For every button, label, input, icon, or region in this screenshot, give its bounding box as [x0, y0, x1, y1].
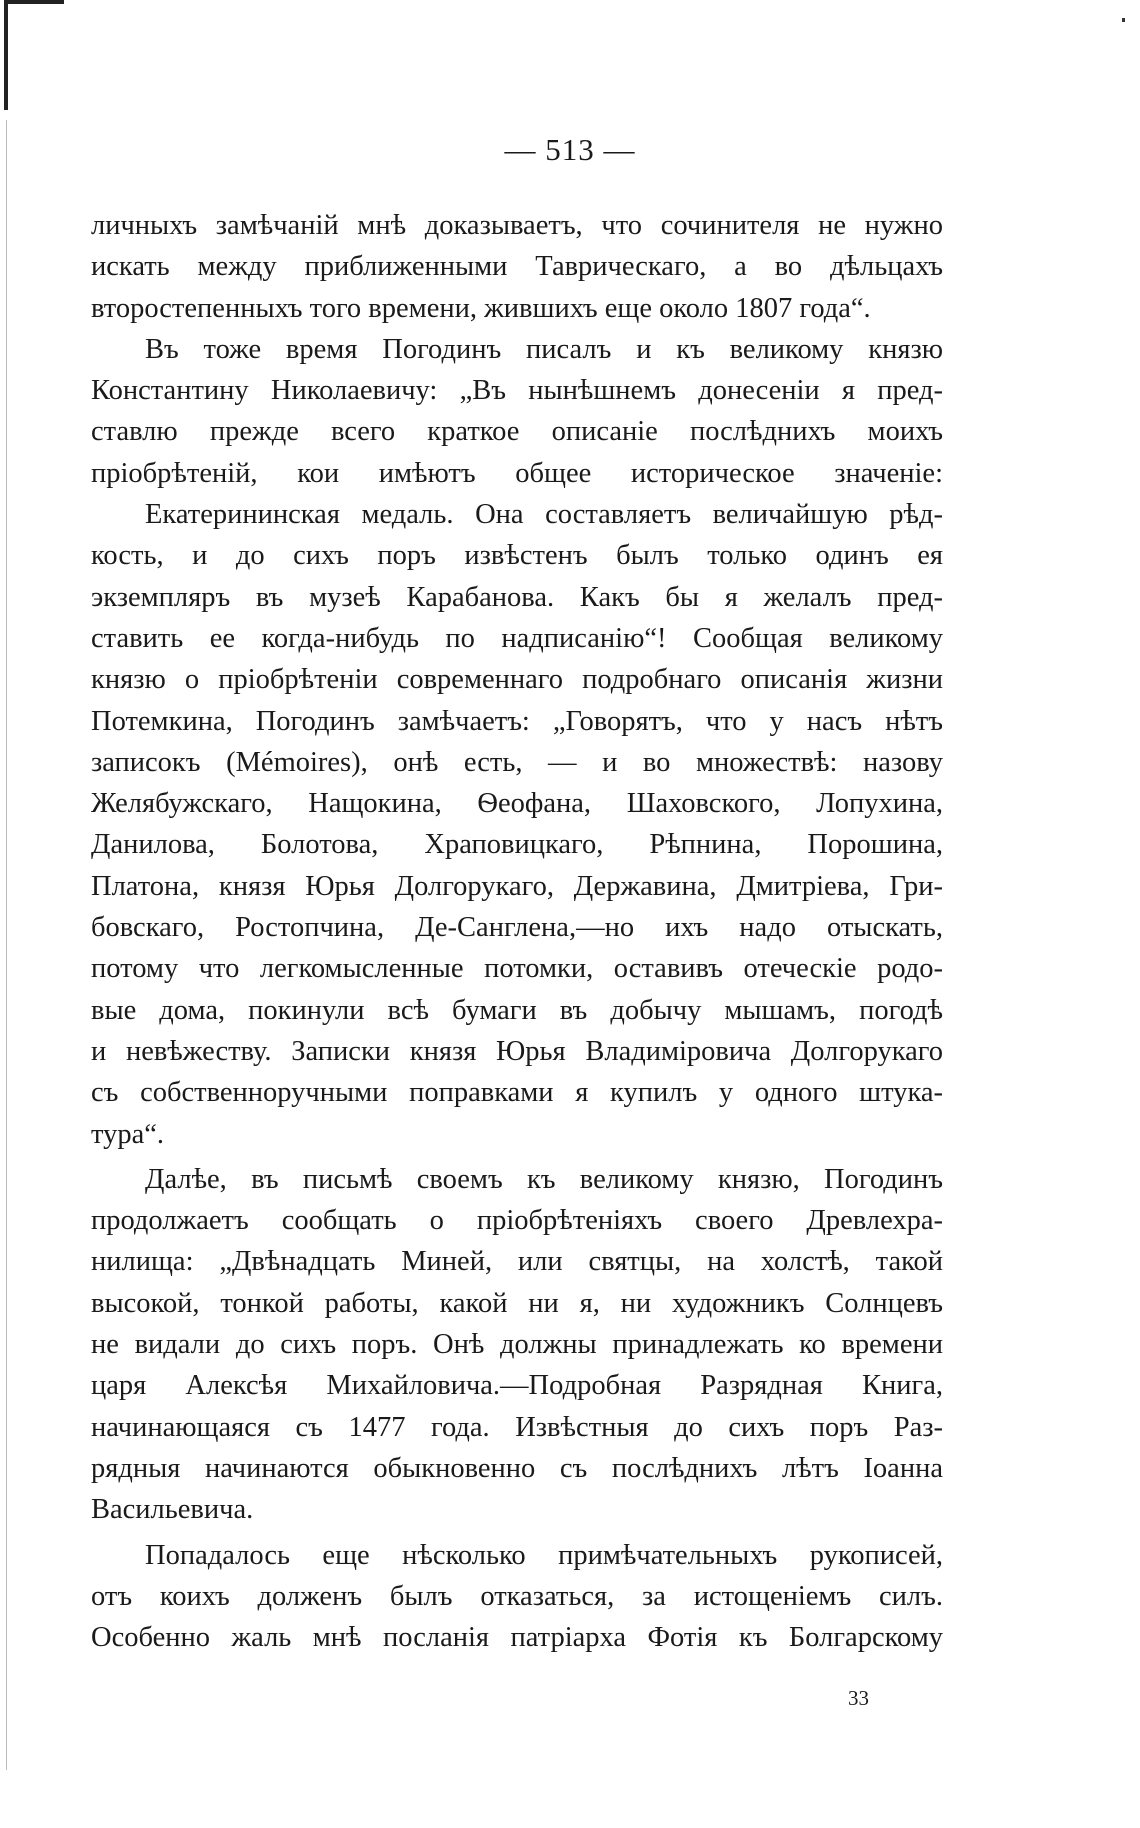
printer-signature-mark: 33: [848, 1686, 869, 1710]
text-line: Попадалось еще нѣсколько примѣчательныхъ рукописей,: [145, 1539, 943, 1571]
text-line: не видали до сихъ поръ. Онѣ должны принадлежать ко времени: [91, 1329, 943, 1361]
text-line: кость, и до сихъ поръ извѣстенъ былъ только одинъ ея: [91, 540, 943, 572]
text-line: Потемкина, Погодинъ замѣчаетъ: „Говорятъ, что у насъ нѣтъ: [91, 705, 943, 737]
text-line: и невѣжеству. Записки князя Юрья Владиміровича Долгорукаго: [91, 1035, 943, 1067]
text-line: Константину Николаевичу: „Въ нынѣшнемъ донесеніи я пред-: [91, 375, 943, 407]
text-line: бовскаго, Ростопчина, Де-Санглена,—но ихъ надо отыскать,: [91, 912, 943, 944]
text-line: Платона, князя Юрья Долгорукаго, Державина, Дмитріева, Гри-: [91, 870, 943, 902]
text-line: начинающаяся съ 1477 года. Извѣстныя до сихъ поръ Раз-: [91, 1411, 943, 1443]
text-line: Особенно жаль мнѣ посланія патріарха Фотія къ Болгарскому: [91, 1622, 943, 1654]
text-line: ставлю прежде всего краткое описаніе послѣднихъ моихъ: [91, 416, 943, 448]
text-line: потому что легкомысленные потомки, оставивъ отеческіе родо-: [91, 953, 943, 985]
text-line: рядныя начинаются обыкновенно съ послѣднихъ лѣтъ Іоанна: [91, 1452, 943, 1484]
text-line: Васильевича.: [91, 1494, 254, 1526]
text-line: второстепенныхъ того времени, жившихъ еще около 1807 года“.: [91, 292, 871, 324]
text-line: высокой, тонкой работы, какой ни я, ни художникъ Солнцевъ: [91, 1287, 943, 1319]
text-line: экземпляръ въ музеѣ Карабанова. Какъ бы я желалъ пред-: [91, 581, 943, 613]
scan-edge-mark-horizontal: [4, 0, 64, 4]
text-line: пріобрѣтеній, кои имѣютъ общее историческое значеніе:: [91, 457, 943, 489]
text-line: Желябужскаго, Нащокина, Ѳеофана, Шаховского, Лопухина,: [91, 788, 943, 820]
body-text: [91, 205, 943, 1658]
text-line: Данилова, Болотова, Храповицкаго, Рѣпнина, Порошина,: [91, 829, 943, 861]
text-line: Екатерининская медаль. Она составляетъ величайшую рѣд-: [145, 499, 943, 531]
text-line: личныхъ замѣчаній мнѣ доказываетъ, что сочинителя не нужно: [91, 210, 943, 241]
text-line: вые дома, покинули всѣ бумаги въ добычу мышамъ, погодѣ: [91, 994, 943, 1026]
text-line: ставить ее когда-нибудь по надписанію“! Сообщая великому: [91, 622, 943, 654]
text-line: продолжаетъ сообщать о пріобрѣтеніяхъ своего Древлехра-: [91, 1205, 943, 1237]
text-line: князю о пріобрѣтеніи современнаго подробнаго описанія жизни: [91, 664, 943, 696]
text-line: отъ коихъ долженъ былъ отказаться, за истощеніемъ силъ.: [91, 1580, 943, 1612]
text-line: записокъ (Mémoires), онѣ есть, — и во множествѣ: назову: [91, 746, 943, 778]
text-line: царя Алексѣя Михайловича.—Подробная Разрядная Книга,: [91, 1370, 943, 1402]
text-line: съ собственноручными поправками я купилъ у одного штука-: [91, 1077, 943, 1109]
scan-speck: [1122, 18, 1125, 22]
text-line: нилища: „Двѣнадцать Миней, или святцы, на холстѣ, такой: [91, 1246, 943, 1278]
scan-edge-mark: [4, 0, 8, 110]
text-line: Въ тоже время Погодинъ писалъ и къ великому князю: [145, 333, 943, 365]
scan-margin-line: [6, 120, 7, 1770]
page-number: — 513 —: [504, 132, 636, 167]
text-line: Далѣе, въ письмѣ своемъ къ великому князю, Погодинъ: [145, 1163, 943, 1195]
text-line: тура“.: [91, 1118, 165, 1150]
text-line: искать между приближенными Таврическаго, а во дѣльцахъ: [91, 251, 943, 283]
